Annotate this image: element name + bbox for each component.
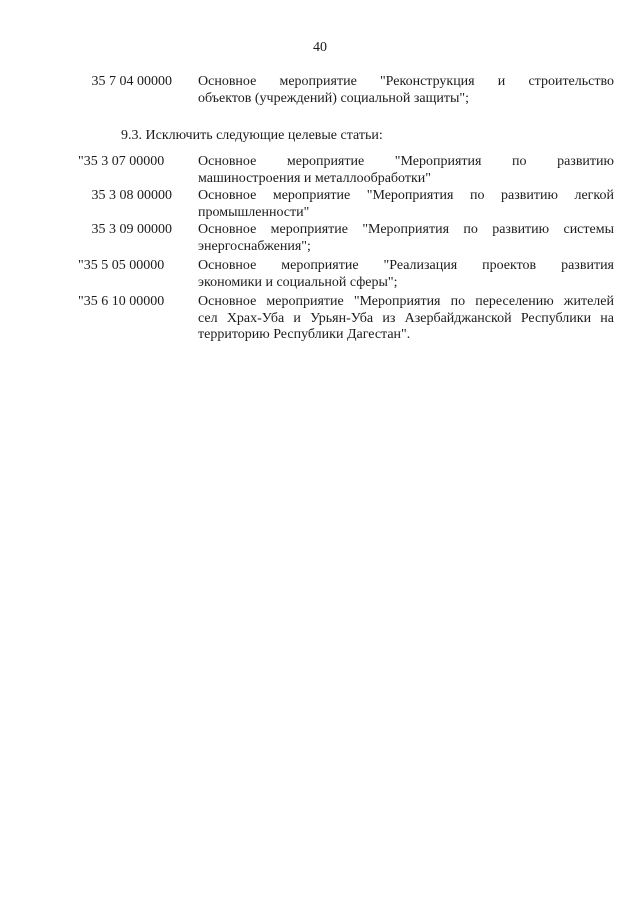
entry-code: "35 6 10 00000 xyxy=(78,294,165,309)
entry-desc-line: Основное мероприятие "Мероприятия по развитию системы xyxy=(198,222,614,237)
entry-code: 35 3 09 00000 xyxy=(91,222,172,237)
entry-desc-line: машиностроения и металлообработки" xyxy=(198,170,431,186)
entry-desc-line: экономики и социальной сферы"; xyxy=(198,274,398,290)
entry-desc-line: энергоснабжения"; xyxy=(198,238,311,254)
page-number: 40 xyxy=(313,40,327,55)
entry-description xyxy=(198,258,614,291)
entry-description xyxy=(198,74,614,107)
entry-desc-line: Основное мероприятие "Мероприятия по переселению жителей xyxy=(198,294,614,309)
entry-code: "35 3 07 00000 xyxy=(78,154,165,169)
entry-desc-line: объектов (учреждений) социальной защиты"; xyxy=(198,90,469,106)
entry-description xyxy=(198,294,614,344)
entry-desc-line: Основное мероприятие "Реализация проектов развития xyxy=(198,258,614,273)
entry-code: 35 7 04 00000 xyxy=(91,74,172,89)
entry-desc-line: промышленности" xyxy=(198,204,310,220)
entry-description xyxy=(198,188,614,221)
entry-description xyxy=(198,222,614,255)
entry-desc-line: сел Храх-Уба и Урьян-Уба из Азербайджанской Республики на xyxy=(198,310,614,326)
instruction-heading: 9.3. Исключить следующие целевые статьи: xyxy=(121,128,383,143)
entry-desc-line: Основное мероприятие "Реконструкция и строительство xyxy=(198,74,614,89)
entry-desc-line: Основное мероприятие "Мероприятия по развитию xyxy=(198,154,614,169)
entry-description xyxy=(198,154,614,187)
entry-desc-line: Основное мероприятие "Мероприятия по развитию легкой xyxy=(198,188,614,203)
entry-code: 35 3 08 00000 xyxy=(91,188,172,203)
entry-code: "35 5 05 00000 xyxy=(78,258,165,273)
entry-desc-line: территорию Республики Дагестан". xyxy=(198,327,411,342)
